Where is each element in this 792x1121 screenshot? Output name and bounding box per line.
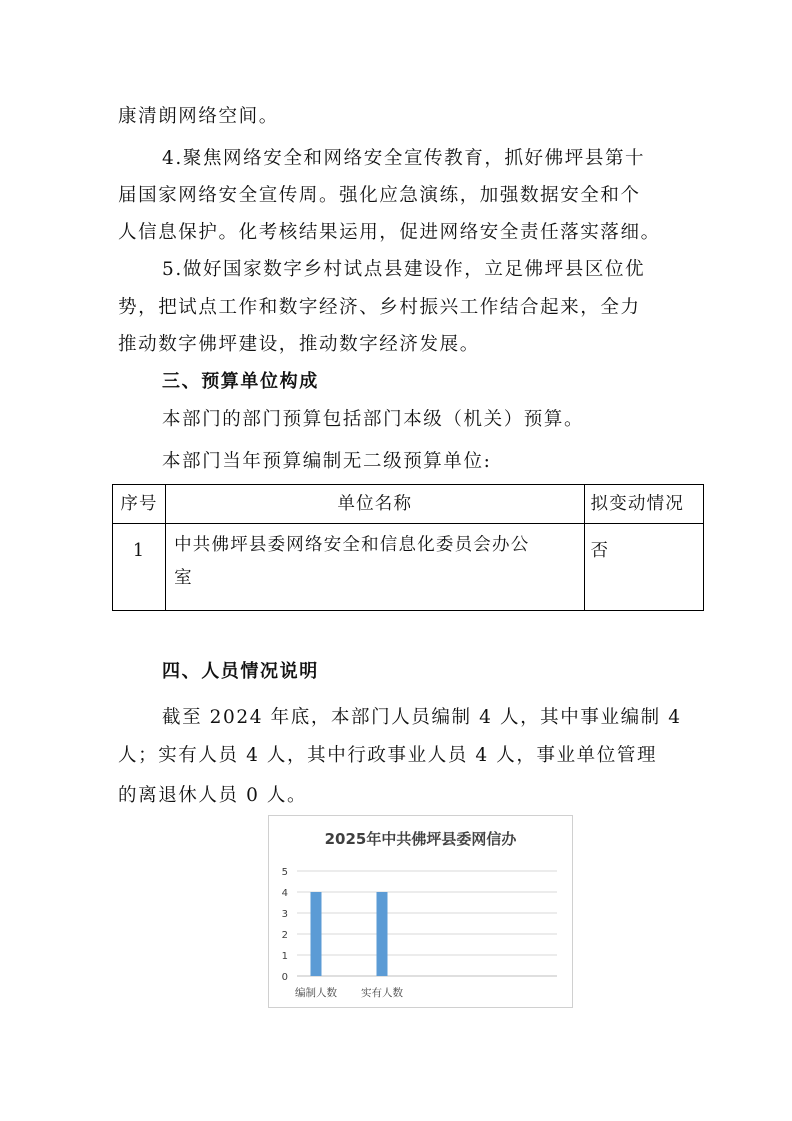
paragraph-line: 人；实有人员 4 人，其中行政事业人员 4 人，事业单位管理 [118,745,658,766]
paragraph-line: 的离退休人员 0 人。 [118,785,308,806]
paragraph-line: 势，把试点工作和数字经济、乡村振兴工作结合起来，全力 [118,297,641,318]
table-cell-change: 否 [584,524,703,611]
bar [377,892,388,976]
y-tick-label: 4 [281,888,288,899]
paragraph-line: 人信息保护。化考核结果运用，促进网络安全责任落实落细。 [118,222,661,243]
paragraph-line: 届国家网络安全宣传周。强化应急演练，加强数据安全和个 [118,185,641,206]
table-header-row [113,485,704,524]
table-header-cell: 单位名称 [166,485,584,524]
paragraph-line: 5.做好国家数字乡村试点县建设作，立足佛坪县区位优 [162,259,646,280]
y-tick-label: 3 [281,909,288,920]
unit-name-line: 中共佛坪县委网络安全和信息化委员会办公 [174,535,530,555]
table-cell-unit-name [166,524,584,611]
x-tick-label: 编制人数 [295,987,337,999]
paragraph-line: 4.聚焦网络安全和网络安全宣传教育，抓好佛坪县第十 [162,148,646,169]
x-tick-label: 实有人数 [361,987,403,999]
bar [311,892,322,976]
table-header-cell: 拟变动情况 [584,485,703,524]
staff-bar-chart [268,815,573,1008]
section-heading: 四、人员情况说明 [162,661,319,682]
paragraph-line: 截至 2024 年底，本部门人员编制 4 人，其中事业编制 4 [162,707,682,728]
paragraph-line: 康清朗网络空间。 [118,106,279,127]
section-heading: 三、预算单位构成 [162,371,319,392]
table-cell-index: 1 [113,524,166,611]
unit-name-line: 室 [174,568,193,588]
y-tick-label: 0 [281,972,288,983]
y-tick-label: 1 [281,951,288,962]
paragraph-line: 本部门的部门预算包括部门本级（机关）预算。 [162,409,585,430]
paragraph-line: 本部门当年预算编制无二级预算单位: [162,451,492,472]
y-tick-label: 5 [281,867,288,878]
chart-title: 2025年中共佛坪县委网信办 [324,830,517,848]
paragraph-line: 推动数字佛坪建设，推动数字经济发展。 [118,334,480,355]
chart-plot [269,816,574,1009]
budget-units-table [112,484,704,611]
table-row [113,524,704,611]
y-tick-label: 2 [281,930,288,941]
table-header-cell: 序号 [113,485,166,524]
